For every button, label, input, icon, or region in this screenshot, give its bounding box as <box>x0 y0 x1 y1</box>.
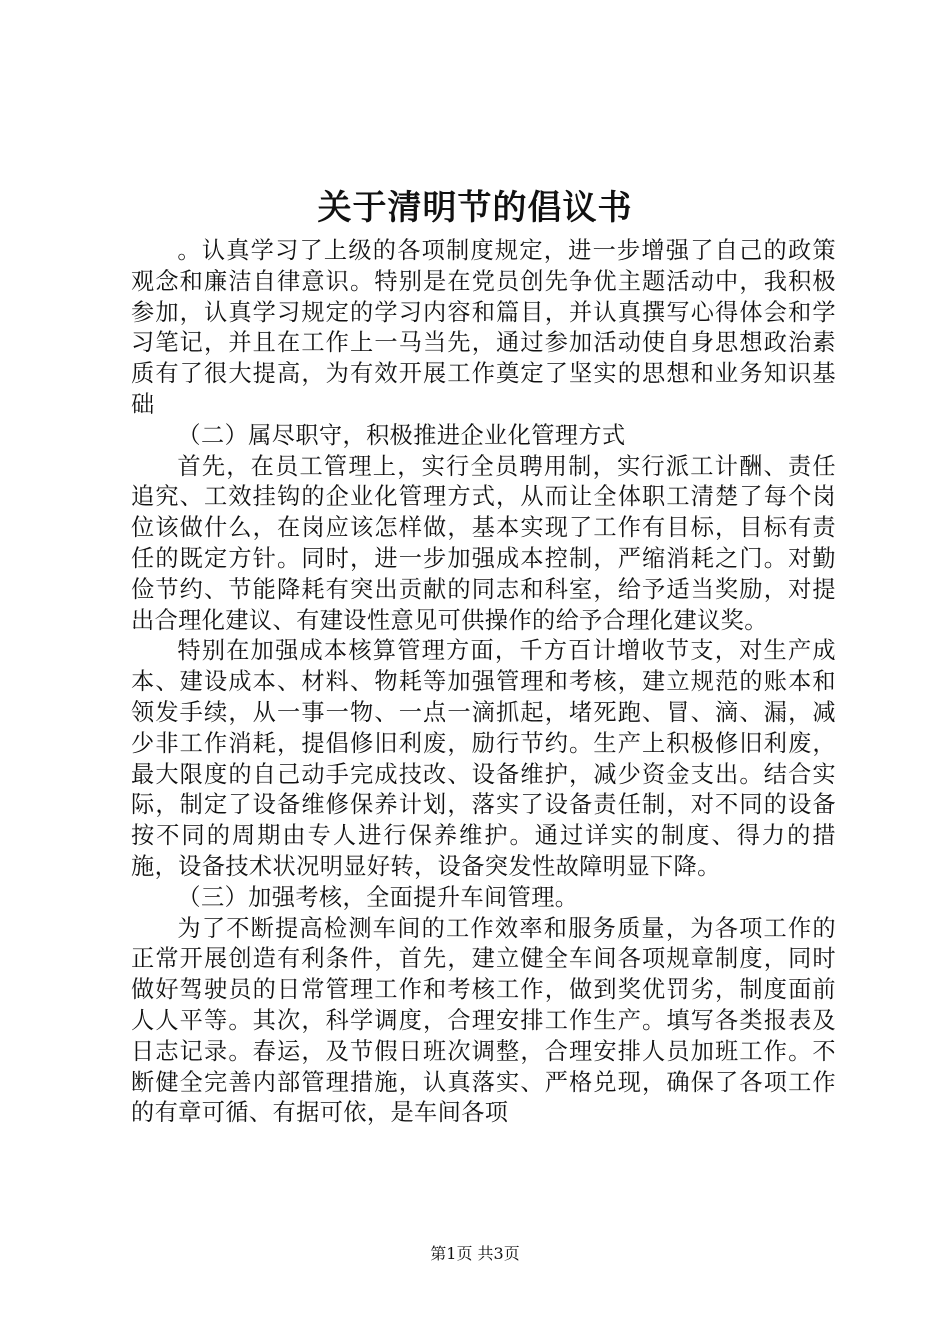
paragraph: 首先，在员工管理上，实行全员聘用制，实行派工计酬、责任追究、工效挂钩的企业化管理方式，从而让全体职工清楚了每个岗位该做什么，在岗应该怎样做，基本实现了工作有目标，目标有责任的既定方针。同时，进一步加强成本控制，严缩消耗之门。对勤俭节约、节能降耗有突出贡献的同志和科室，给予适当奖励，对提出合理化建议、有建设性意见可供操作的给予合理化建议奖。 <box>131 452 836 634</box>
section-heading: （三）加强考核，全面提升车间管理。 <box>177 883 579 911</box>
document-body <box>131 236 836 1129</box>
paragraph: 为了不断提高检测车间的工作效率和服务质量，为各项工作的正常开展创造有利条件，首先，建立健全车间各项规章制度，同时做好驾驶员的日常管理工作和考核工作，做到奖优罚劣，制度面前人人平等。其次，科学调度，合理安排工作生产。填写各类报表及日志记录。春运，及节假日班次调整，合理安排人员加班工作。不断健全完善内部管理措施，认真落实、严格兑现，确保了各项工作的有章可循、有据可依，是车间各项 <box>131 914 836 1127</box>
document-title: 关于清明节的倡议书 <box>317 188 633 228</box>
section-heading: （二）属尽职守，积极推进企业化管理方式 <box>177 421 626 449</box>
paragraph: 。认真学习了上级的各项制度规定，进一步增强了自己的政策观念和廉洁自律意识。特别是在党员创先争优主题活动中，我积极参加，认真学习规定的学习内容和篇目，并认真撰写心得体会和学习笔记，并且在工作上一马当先，通过参加活动使自身思想政治素质有了很大提高，为有效开展工作奠定了坚实的思想和业务知识基础 <box>131 237 836 418</box>
paragraph: 特别在加强成本核算管理方面，千方百计增收节支，对生产成本、建设成本、材料、物耗等加强管理和考核，建立规范的账本和领发手续，从一事一物、一点一滴抓起，堵死跑、冒、滴、漏，减少非工作消耗，提倡修旧利废，励行节约。生产上积极修旧利废，最大限度的自己动手完成技改、设备维护，减少资金支出。结合实际，制定了设备维修保养计划，落实了设备责任制，对不同的设备按不同的周期由专人进行保养维护。通过详实的制度、得力的措施，设备技术状况明显好转，设备突发性故障明显下降。 <box>131 637 836 880</box>
page-footer: 第1页 共3页 <box>430 1244 520 1263</box>
